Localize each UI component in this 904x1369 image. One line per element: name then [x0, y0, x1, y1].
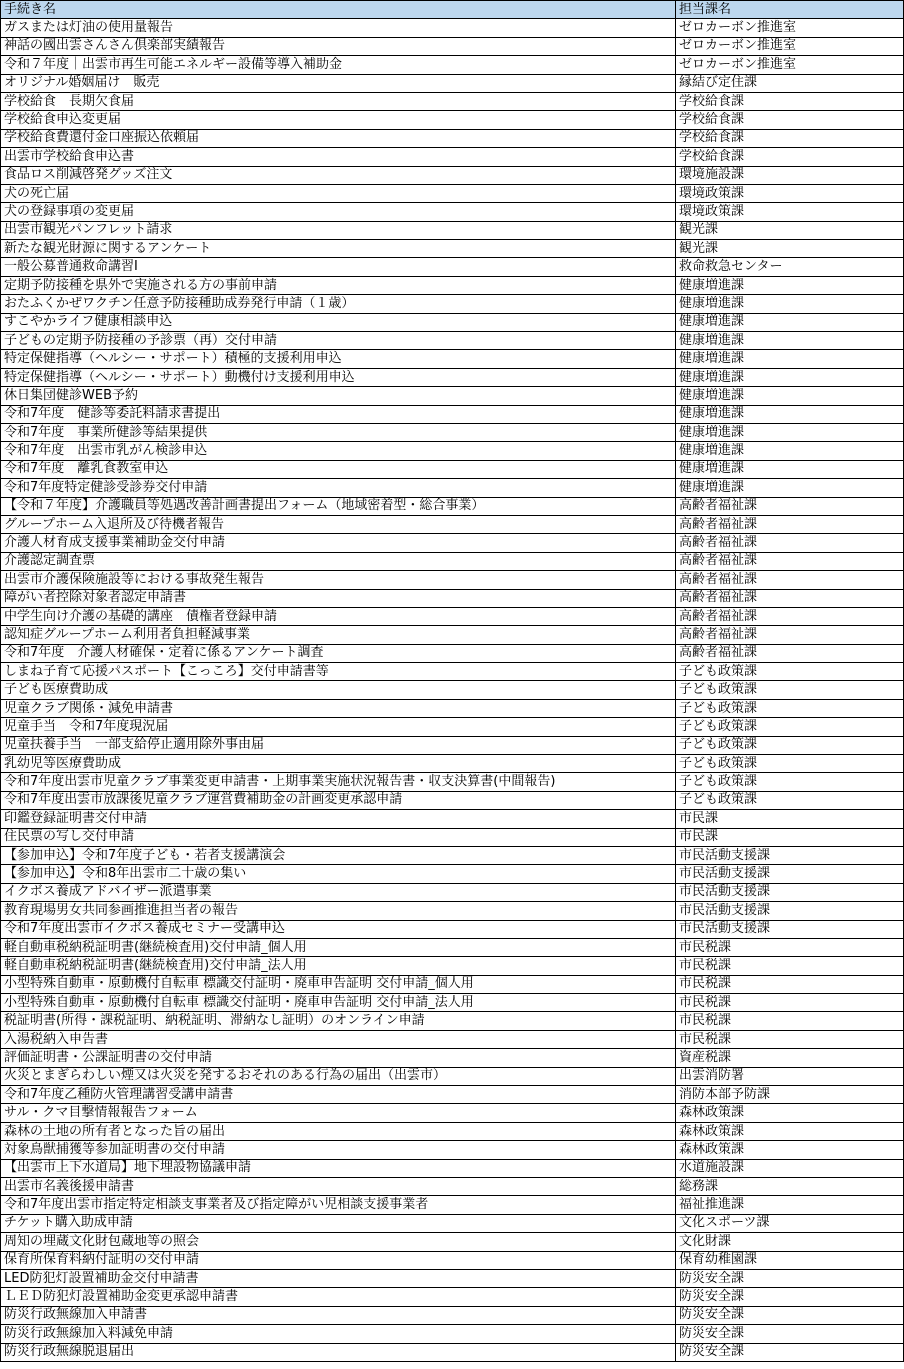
department-name-cell: 子ども政策課: [676, 736, 904, 754]
department-name-cell: 森林政策課: [676, 1122, 904, 1140]
table-row: [1, 773, 904, 791]
procedure-name-cell: 税証明書(所得・課税証明、納税証明、滞納なし証明）のオンライン申請: [1, 1012, 676, 1030]
table-row: [1, 1012, 904, 1030]
table-row: [1, 479, 904, 497]
table-row: [1, 184, 904, 202]
table-row: [1, 994, 904, 1012]
department-name-cell: 市民活動支援課: [676, 846, 904, 864]
table-row: [1, 37, 904, 55]
procedure-name-cell: しまね子育て応援パスポート【こっころ】交付申請書等: [1, 663, 676, 681]
department-name-cell: 市民活動支援課: [676, 865, 904, 883]
procedure-name-cell: 出雲市学校給食申込書: [1, 148, 676, 166]
procedure-name-cell: 特定保健指導（ヘルシー・サポート）動機付け支援利用申込: [1, 368, 676, 386]
department-name-cell: 観光課: [676, 221, 904, 239]
department-name-cell: 学校給食課: [676, 92, 904, 110]
table-row: [1, 828, 904, 846]
department-name-cell: 水道施設課: [676, 1159, 904, 1177]
table-row: [1, 313, 904, 331]
table-row: [1, 1306, 904, 1324]
department-name-cell: 高齢者福祉課: [676, 644, 904, 662]
table-row: [1, 663, 904, 681]
procedure-name-cell: 小型特殊自動車・原動機付自転車 標識交付証明・廃車申告証明 交付申請_個人用: [1, 975, 676, 993]
procedure-name-cell: 乳幼児等医療費助成: [1, 755, 676, 773]
procedure-name-cell: 障がい者控除対象者認定申請書: [1, 589, 676, 607]
table-row: [1, 883, 904, 901]
department-name-cell: 防災安全課: [676, 1288, 904, 1306]
table-row: [1, 865, 904, 883]
table-row: [1, 626, 904, 644]
procedure-name-cell: 森林の土地の所有者となった旨の届出: [1, 1122, 676, 1140]
procedure-name-cell: 犬の死亡届: [1, 184, 676, 202]
department-name-cell: 高齢者福祉課: [676, 626, 904, 644]
table-row: [1, 938, 904, 956]
procedure-name-cell: 印鑑登録証明書交付申請: [1, 810, 676, 828]
procedure-name-cell: 食品ロス削減啓発グッズ注文: [1, 166, 676, 184]
procedure-name-cell: 【出雲市上下水道局】地下埋設物協議申請: [1, 1159, 676, 1177]
procedure-name-cell: 定期予防接種を県外で実施される方の事前申請: [1, 276, 676, 294]
table-row: [1, 295, 904, 313]
table-row: [1, 1325, 904, 1343]
department-name-cell: 市民税課: [676, 1030, 904, 1048]
procedure-name-cell: 令和7年度出雲市指定特定相談支事業者及び指定障がい児相談支援事業者: [1, 1196, 676, 1214]
department-name-cell: 子ども政策課: [676, 699, 904, 717]
table-row: [1, 1049, 904, 1067]
department-name-cell: 高齢者福祉課: [676, 534, 904, 552]
table-row: [1, 810, 904, 828]
department-name-cell: 健康増進課: [676, 387, 904, 405]
procedure-name-cell: 令和7年度乙種防火管理講習受講申請書: [1, 1086, 676, 1104]
table-row: [1, 258, 904, 276]
table-row: [1, 1251, 904, 1269]
procedure-name-cell: 令和7年度出雲市放課後児童クラブ運営費補助金の計画変更承認申請: [1, 791, 676, 809]
table-row: [1, 111, 904, 129]
procedure-name-cell: 神話の國出雲さんさん倶楽部実績報告: [1, 37, 676, 55]
department-name-cell: 防災安全課: [676, 1325, 904, 1343]
department-name-cell: 学校給食課: [676, 129, 904, 147]
procedure-name-cell: 令和７年度｜出雲市再生可能エネルギー設備等導入補助金: [1, 56, 676, 74]
procedure-name-cell: サル・クマ目撃情報報告フォーム: [1, 1104, 676, 1122]
table-row: [1, 681, 904, 699]
department-name-cell: 健康増進課: [676, 350, 904, 368]
table-row: [1, 1343, 904, 1361]
table-row: [1, 240, 904, 258]
department-name-cell: ゼロカーボン推進室: [676, 56, 904, 74]
procedure-name-cell: 児童手当 令和7年度現況届: [1, 718, 676, 736]
department-name-cell: 高齢者福祉課: [676, 571, 904, 589]
department-name-cell: 市民税課: [676, 975, 904, 993]
procedure-name-cell: 介護人材育成支援事業補助金交付申請: [1, 534, 676, 552]
procedure-name-cell: 令和7年度 出雲市乳がん検診申込: [1, 442, 676, 460]
department-name-cell: 防災安全課: [676, 1343, 904, 1361]
procedure-name-cell: 防災行政無線脱退届出: [1, 1343, 676, 1361]
table-row: [1, 350, 904, 368]
department-name-cell: 学校給食課: [676, 111, 904, 129]
table-row: [1, 515, 904, 533]
department-name-cell: 健康増進課: [676, 479, 904, 497]
department-name-cell: 高齢者福祉課: [676, 497, 904, 515]
column-header-department: 担当課名: [676, 1, 904, 19]
department-name-cell: 市民課: [676, 828, 904, 846]
table-row: [1, 1178, 904, 1196]
department-name-cell: 健康増進課: [676, 460, 904, 478]
department-name-cell: 高齢者福祉課: [676, 607, 904, 625]
table-row: [1, 1288, 904, 1306]
table-row: [1, 19, 904, 37]
table-row: [1, 846, 904, 864]
procedure-name-cell: 防災行政無線加入申請書: [1, 1306, 676, 1324]
procedure-name-cell: ガスまたは灯油の使用量報告: [1, 19, 676, 37]
table-row: [1, 1196, 904, 1214]
procedure-name-cell: 【令和７年度】介護職員等処遇改善計画書提出フォーム（地域密着型・総合事業）: [1, 497, 676, 515]
procedure-name-cell: 軽自動車税納税証明書(継続検査用)交付申請_個人用: [1, 938, 676, 956]
procedure-name-cell: 児童クラブ関係・減免申請書: [1, 699, 676, 717]
table-row: [1, 56, 904, 74]
table-row: [1, 203, 904, 221]
department-name-cell: 子ども政策課: [676, 755, 904, 773]
table-row: [1, 1122, 904, 1140]
table-row: [1, 148, 904, 166]
procedure-name-cell: 介護認定調査票: [1, 552, 676, 570]
table-row: [1, 975, 904, 993]
procedure-name-cell: 子どもの定期予防接種の予診票（再）交付申請: [1, 332, 676, 350]
table-row: [1, 405, 904, 423]
procedure-name-cell: 新たな観光財源に関するアンケート: [1, 240, 676, 258]
procedure-name-cell: 令和7年度出雲市児童クラブ事業変更申請書・上期事業実施状況報告書・収支決算書(中間報告): [1, 773, 676, 791]
department-name-cell: 文化財課: [676, 1233, 904, 1251]
table-row: [1, 166, 904, 184]
table-row: [1, 534, 904, 552]
procedure-name-cell: 特定保健指導（ヘルシー・サポート）積極的支援利用申込: [1, 350, 676, 368]
table-row: [1, 552, 904, 570]
department-name-cell: 環境政策課: [676, 184, 904, 202]
table-row: [1, 1159, 904, 1177]
table-row: [1, 791, 904, 809]
department-name-cell: 子ども政策課: [676, 791, 904, 809]
department-name-cell: 健康増進課: [676, 332, 904, 350]
table-row: [1, 221, 904, 239]
procedure-name-cell: 防災行政無線加入料減免申請: [1, 1325, 676, 1343]
department-name-cell: 消防本部予防課: [676, 1086, 904, 1104]
procedure-name-cell: 【参加申込】令和8年出雲市二十歳の集い: [1, 865, 676, 883]
table-row: [1, 1214, 904, 1232]
table-row: [1, 460, 904, 478]
procedure-name-cell: 出雲市名義後援申請書: [1, 1178, 676, 1196]
procedure-name-cell: 中学生向け介護の基礎的講座 債権者登録申請: [1, 607, 676, 625]
department-name-cell: 出雲消防署: [676, 1067, 904, 1085]
department-name-cell: 高齢者福祉課: [676, 552, 904, 570]
procedure-name-cell: 令和7年度 介護人材確保・定着に係るアンケート調査: [1, 644, 676, 662]
department-name-cell: ゼロカーボン推進室: [676, 19, 904, 37]
department-name-cell: 健康増進課: [676, 405, 904, 423]
department-name-cell: 学校給食課: [676, 148, 904, 166]
department-name-cell: 市民税課: [676, 994, 904, 1012]
procedure-name-cell: 一般公募普通救命講習Ⅰ: [1, 258, 676, 276]
table-row: [1, 699, 904, 717]
table-row: [1, 1030, 904, 1048]
procedure-name-cell: 【参加申込】令和7年度子ども・若者支援講演会: [1, 846, 676, 864]
procedure-name-cell: グループホーム入退所及び待機者報告: [1, 515, 676, 533]
table-row: [1, 571, 904, 589]
table-row: [1, 718, 904, 736]
department-name-cell: 森林政策課: [676, 1104, 904, 1122]
procedure-name-cell: 令和7年度 健診等委託料請求書提出: [1, 405, 676, 423]
department-name-cell: 健康増進課: [676, 295, 904, 313]
header-row: [1, 1, 904, 19]
department-name-cell: 資産税課: [676, 1049, 904, 1067]
department-name-cell: 健康増進課: [676, 313, 904, 331]
procedure-name-cell: 入湯税納入申告書: [1, 1030, 676, 1048]
table-row: [1, 736, 904, 754]
department-name-cell: 文化スポーツ課: [676, 1214, 904, 1232]
procedure-name-cell: オリジナル婚姻届け 販売: [1, 74, 676, 92]
procedure-name-cell: 軽自動車税納税証明書(継続検査用)交付申請_法人用: [1, 957, 676, 975]
table-row: [1, 1067, 904, 1085]
procedure-name-cell: 児童扶養手当 一部支給停止適用除外事由届: [1, 736, 676, 754]
procedure-name-cell: 休日集団健診WEB予約: [1, 387, 676, 405]
procedure-name-cell: 令和7年度 事業所健診等結果提供: [1, 423, 676, 441]
procedure-name-cell: ＬＥＤ防犯灯設置補助金変更承認申請書: [1, 1288, 676, 1306]
column-header-procedure: 手続き名: [1, 1, 676, 19]
department-name-cell: 環境施設課: [676, 166, 904, 184]
department-name-cell: 福祉推進課: [676, 1196, 904, 1214]
table-row: [1, 442, 904, 460]
table-row: [1, 74, 904, 92]
department-name-cell: 子ども政策課: [676, 681, 904, 699]
department-name-cell: 子ども政策課: [676, 663, 904, 681]
department-name-cell: 市民課: [676, 810, 904, 828]
table-row: [1, 957, 904, 975]
department-name-cell: 防災安全課: [676, 1269, 904, 1287]
procedure-name-cell: 子ども医療費助成: [1, 681, 676, 699]
department-name-cell: 市民活動支援課: [676, 883, 904, 901]
department-name-cell: 市民税課: [676, 1012, 904, 1030]
procedure-name-cell: 学校給食 長期欠食届: [1, 92, 676, 110]
department-name-cell: 防災安全課: [676, 1306, 904, 1324]
table-row: [1, 607, 904, 625]
procedure-name-cell: 令和7年度出雲市イクボス養成セミナー受講申込: [1, 920, 676, 938]
procedure-name-cell: 出雲市観光パンフレット請求: [1, 221, 676, 239]
department-name-cell: 健康増進課: [676, 276, 904, 294]
procedure-name-cell: イクボス養成アドバイザー派遣事業: [1, 883, 676, 901]
procedure-name-cell: 令和7年度 離乳食教室申込: [1, 460, 676, 478]
department-name-cell: 子ども政策課: [676, 718, 904, 736]
table-row: [1, 902, 904, 920]
procedure-name-cell: おたふくかぜワクチン任意予防接種助成券発行申請（１歳）: [1, 295, 676, 313]
department-name-cell: 市民活動支援課: [676, 920, 904, 938]
department-name-cell: 健康増進課: [676, 423, 904, 441]
department-name-cell: 保育幼稚園課: [676, 1251, 904, 1269]
table-row: [1, 1086, 904, 1104]
table-row: [1, 644, 904, 662]
table-row: [1, 589, 904, 607]
department-name-cell: 高齢者福祉課: [676, 589, 904, 607]
table-row: [1, 1141, 904, 1159]
department-name-cell: 高齢者福祉課: [676, 515, 904, 533]
procedure-name-cell: 教育現場男女共同参画推進担当者の報告: [1, 902, 676, 920]
procedure-name-cell: すこやかライフ健康相談申込: [1, 313, 676, 331]
table-row: [1, 1269, 904, 1287]
department-name-cell: 救命救急センター: [676, 258, 904, 276]
procedure-name-cell: 保育所保育料納付証明の交付申請: [1, 1251, 676, 1269]
department-name-cell: 縁結び定住課: [676, 74, 904, 92]
department-name-cell: 市民税課: [676, 957, 904, 975]
table-row: [1, 332, 904, 350]
table-row: [1, 755, 904, 773]
department-name-cell: 森林政策課: [676, 1141, 904, 1159]
department-name-cell: 子ども政策課: [676, 773, 904, 791]
table-row: [1, 387, 904, 405]
procedure-name-cell: 認知症グループホーム利用者負担軽減事業: [1, 626, 676, 644]
procedure-name-cell: 学校給食申込変更届: [1, 111, 676, 129]
department-name-cell: 市民活動支援課: [676, 902, 904, 920]
procedure-name-cell: 対象鳥獣捕獲等参加証明書の交付申請: [1, 1141, 676, 1159]
table-row: [1, 920, 904, 938]
procedure-name-cell: チケット購入助成申請: [1, 1214, 676, 1232]
table-row: [1, 129, 904, 147]
procedure-name-cell: 火災とまぎらわしい煙又は火災を発するおそれのある行為の届出（出雲市）: [1, 1067, 676, 1085]
procedure-name-cell: LED防犯灯設置補助金交付申請書: [1, 1269, 676, 1287]
table-row: [1, 1104, 904, 1122]
table-row: [1, 1233, 904, 1251]
department-name-cell: 市民税課: [676, 938, 904, 956]
table-row: [1, 276, 904, 294]
procedure-name-cell: 住民票の写し交付申請: [1, 828, 676, 846]
table-row: [1, 497, 904, 515]
table-row: [1, 368, 904, 386]
procedure-name-cell: 周知の埋蔵文化財包蔵地等の照会: [1, 1233, 676, 1251]
procedure-name-cell: 犬の登録事項の変更届: [1, 203, 676, 221]
department-name-cell: ゼロカーボン推進室: [676, 37, 904, 55]
table-row: [1, 92, 904, 110]
department-name-cell: 健康増進課: [676, 368, 904, 386]
procedure-name-cell: 令和7年度特定健診受診券交付申請: [1, 479, 676, 497]
procedure-name-cell: 評価証明書・公課証明書の交付申請: [1, 1049, 676, 1067]
department-name-cell: 観光課: [676, 240, 904, 258]
procedure-name-cell: 出雲市介護保険施設等における事故発生報告: [1, 571, 676, 589]
department-name-cell: 健康増進課: [676, 442, 904, 460]
procedure-name-cell: 小型特殊自動車・原動機付自転車 標識交付証明・廃車申告証明 交付申請_法人用: [1, 994, 676, 1012]
department-name-cell: 総務課: [676, 1178, 904, 1196]
department-name-cell: 環境政策課: [676, 203, 904, 221]
table-row: [1, 423, 904, 441]
procedure-name-cell: 学校給食費還付金口座振込依頼届: [1, 129, 676, 147]
